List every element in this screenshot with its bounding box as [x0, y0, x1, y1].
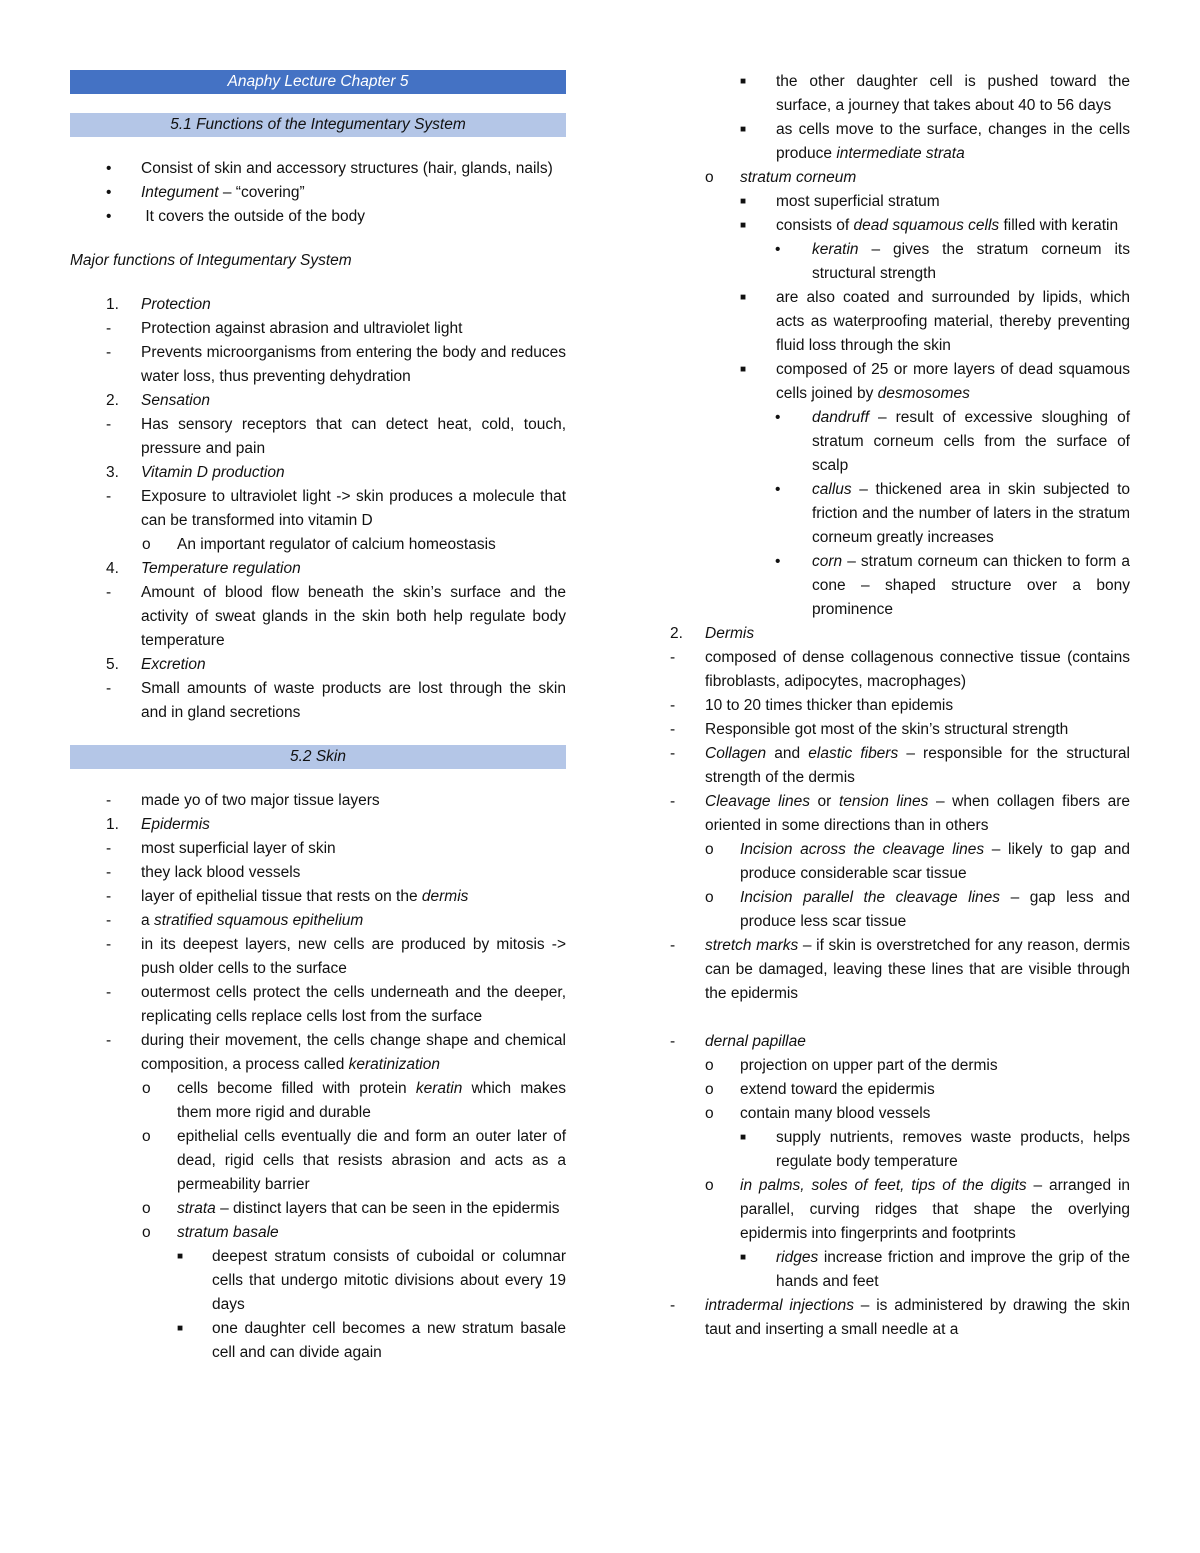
section-heading-5-2: 5.2 Skin — [70, 745, 566, 769]
spacer — [670, 1006, 1130, 1030]
list-item: ■ are also coated and surrounded by lipids, which acts as waterproofing material, thereby preventing fluid loss through the skin — [740, 289, 1130, 354]
list-item: - Prevents microorganisms from entering the body and reduces water loss, thus preventing dehydration — [106, 344, 566, 385]
list-item: o strata – distinct layers that can be seen in the epidermis — [142, 1200, 560, 1217]
list-item: o projection on upper part of the dermis — [705, 1057, 998, 1074]
list-item: - Exposure to ultraviolet light -> skin produces a molecule that can be transformed into vitamin D — [106, 488, 566, 529]
function-item: 1. Protection — [106, 296, 211, 313]
list-item: o in palms, soles of feet, tips of the digits – arranged in parallel, curving ridges that shape the overlying epidermis into fingerprints and footprints — [705, 1177, 1131, 1242]
list-item: - Cleavage lines or tension lines – when collagen fibers are oriented in some directions than in others — [670, 793, 1131, 834]
list-item: ■ supply nutrients, removes waste products, helps regulate body temperature — [740, 1129, 1130, 1170]
list-item: o cells become filled with protein keratin which makes them more rigid and durable — [142, 1080, 566, 1121]
list-item: ■ as cells move to the surface, changes in the cells produce intermediate strata — [740, 121, 1130, 162]
list-item: o contain many blood vessels — [705, 1105, 931, 1122]
list-item: ■ ridges increase friction and improve the grip of the hands and feet — [740, 1249, 1130, 1290]
list-item: - intradermal injections – is administered by drawing the skin taut and inserting a small needle at a — [670, 1297, 1130, 1338]
list-item: • dandruff – result of excessive sloughing of stratum corneum cells from the surface of scalp — [775, 409, 1130, 474]
list-item: • keratin – gives the stratum corneum its structural strength — [775, 241, 1130, 282]
list-item: - outermost cells protect the cells underneath and the deeper, replicating cells replace cells lost from the surface — [106, 984, 566, 1025]
function-item: 5. Excretion — [106, 656, 206, 673]
list-item: o Incision across the cleavage lines – likely to gap and produce considerable scar tissue — [705, 841, 1130, 882]
left-column — [70, 70, 566, 1365]
list-item: - Collagen and elastic fibers – responsible for the structural strength of the dermis — [670, 745, 1130, 786]
list-item: • It covers the outside of the body — [70, 205, 566, 229]
list-item: - made yo of two major tissue layers — [106, 792, 380, 809]
list-item: - layer of epithelial tissue that rests on the dermis — [106, 888, 469, 905]
list-item: • corn – stratum corneum can thicken to form a cone – shaped structure over a bony prominence — [775, 553, 1130, 618]
list-item: - Responsible got most of the skin’s structural strength — [670, 721, 1069, 738]
epidermis-item: 1. Epidermis — [106, 816, 210, 833]
list-item: o epithelial cells eventually die and form an outer later of dead, rigid cells that resists abrasion and acts as a permeability barrier — [142, 1128, 566, 1193]
list-item: - stretch marks – if skin is overstretched for any reason, dermis can be damaged, leaving these lines that are visible through the epidermis — [670, 937, 1131, 1002]
dermis-item: 2. Dermis — [670, 625, 755, 642]
list-item: - Amount of blood flow beneath the skin’s surface and the activity of sweat glands in the skin both help regulate body temperature — [106, 584, 566, 649]
list-item: o extend toward the epidermis — [705, 1081, 935, 1098]
function-item: 3. Vitamin D production — [106, 464, 285, 481]
list-item: ■ the other daughter cell is pushed toward the surface, a journey that takes about 40 to 56 days — [740, 73, 1130, 114]
list-item: • Consist of skin and accessory structures (hair, glands, nails) — [70, 157, 566, 181]
list-item: - they lack blood vessels — [106, 864, 301, 881]
bullet-marker: • — [106, 160, 112, 177]
list-item: - Small amounts of waste products are lost through the skin and in gland secretions — [106, 680, 566, 721]
list-item: - a stratified squamous epithelium — [106, 912, 364, 929]
section-heading-5-1: 5.1 Functions of the Integumentary System — [70, 113, 566, 137]
right-column — [670, 70, 1130, 1342]
list-item: ■ deepest stratum consists of cuboidal or columnar cells that undergo mitotic divisions about every 19 days — [177, 1248, 566, 1313]
list-item: • Integument – “covering” — [70, 181, 566, 205]
list-item: o stratum basale — [142, 1224, 279, 1241]
list-item: - in its deepest layers, new cells are produced by mitosis -> push older cells to the surface — [106, 936, 566, 977]
document-title: Anaphy Lecture Chapter 5 — [70, 70, 566, 94]
list-item: ■ one daughter cell becomes a new stratum basale cell and can divide again — [177, 1320, 566, 1361]
list-item: ■ most superficial stratum — [740, 193, 940, 210]
list-item: • callus – thickened area in skin subjected to friction and the number of laters in the stratum corneum greatly increases — [775, 481, 1130, 546]
list-item: o Incision parallel the cleavage lines – gap less and produce less scar tissue — [705, 889, 1130, 930]
list-item: o An important regulator of calcium homeostasis — [142, 536, 496, 553]
major-functions-heading: Major functions of Integumentary System — [70, 252, 352, 269]
list-item: ■ composed of 25 or more layers of dead squamous cells joined by desmosomes — [740, 361, 1130, 402]
list-item: - Protection against abrasion and ultraviolet light — [106, 320, 463, 337]
function-item: 2. Sensation — [106, 392, 210, 409]
list-item: - 10 to 20 times thicker than epidemis — [670, 697, 954, 714]
list-item: - Has sensory receptors that can detect heat, cold, touch, pressure and pain — [106, 416, 566, 457]
list-item: o stratum corneum — [705, 169, 857, 186]
list-item: - during their movement, the cells change shape and chemical composition, a process called keratinization — [106, 1032, 566, 1073]
list-item: - composed of dense collagenous connective tissue (contains fibroblasts, adipocytes, macrophages) — [670, 649, 1130, 690]
bullet-marker: • — [106, 208, 112, 225]
list-item: ■ consists of dead squamous cells filled with keratin — [740, 217, 1119, 234]
list-item: - dernal papillae — [670, 1033, 806, 1050]
function-item: 4. Temperature regulation — [106, 560, 301, 577]
bullet-marker: • — [106, 184, 112, 201]
list-item: - most superficial layer of skin — [106, 840, 336, 857]
